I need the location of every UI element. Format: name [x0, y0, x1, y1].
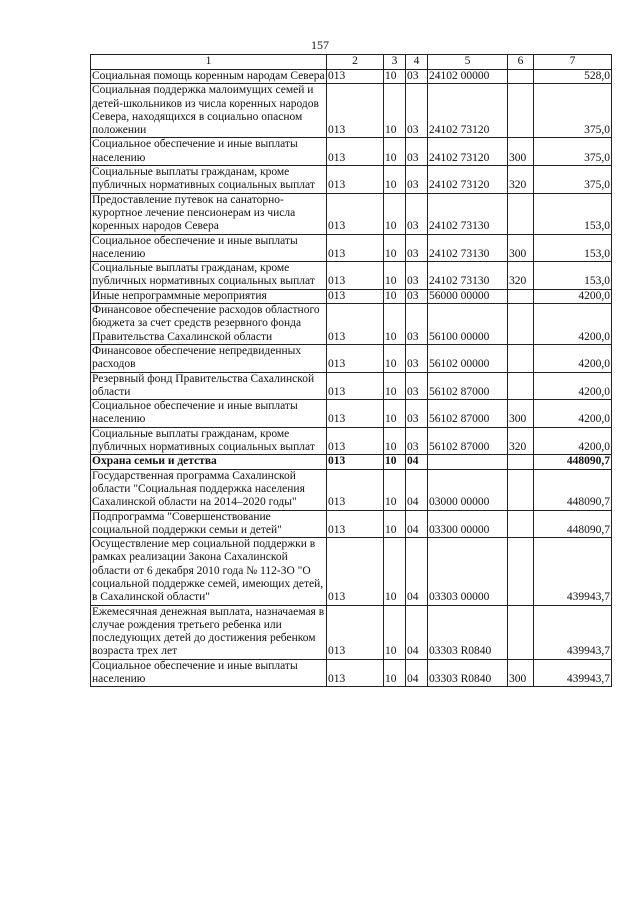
row-section-cell: 10: [384, 538, 406, 605]
row-amount-cell: 153,0: [534, 193, 612, 234]
row-subsection-cell: 03: [406, 234, 428, 262]
table-row: [91, 427, 612, 455]
row-subsection-cell: 03: [406, 84, 428, 138]
row-amount-cell: 4200,0: [534, 400, 612, 428]
row-name-cell: Социальное обеспечение и иные выплаты населению: [91, 400, 327, 428]
row-subsection-cell: 03: [406, 427, 428, 455]
row-amount-cell: 4200,0: [534, 372, 612, 400]
row-admin-code-cell: 013: [327, 70, 384, 84]
row-subsection-cell: 03: [406, 262, 428, 290]
row-admin-code-cell: 013: [327, 400, 384, 428]
row-section-cell: 10: [384, 605, 406, 659]
row-section-cell: 10: [384, 138, 406, 166]
row-admin-code-cell: 013: [327, 510, 384, 538]
row-section-cell: 10: [384, 262, 406, 290]
table-row: [91, 455, 612, 469]
table-row: [91, 538, 612, 605]
row-amount-cell: 439943,7: [534, 659, 612, 687]
row-amount-cell: 4200,0: [534, 427, 612, 455]
row-expense-type-cell: [508, 538, 534, 605]
row-section-cell: 10: [384, 234, 406, 262]
row-target-code-cell: 56102 87000: [428, 427, 508, 455]
row-name-cell: Охрана семьи и детства: [91, 455, 327, 469]
table-header-row: [91, 55, 612, 70]
row-subsection-cell: 04: [406, 659, 428, 687]
row-admin-code-cell: 013: [327, 659, 384, 687]
row-expense-type-cell: [508, 304, 534, 345]
row-subsection-cell: 03: [406, 400, 428, 428]
table-row: [91, 469, 612, 510]
row-amount-cell: 375,0: [534, 138, 612, 166]
row-section-cell: 10: [384, 455, 406, 469]
row-expense-type-cell: [508, 469, 534, 510]
row-target-code-cell: 03303 R0840: [428, 605, 508, 659]
column-header: 7: [534, 55, 612, 70]
row-admin-code-cell: 013: [327, 289, 384, 303]
row-subsection-cell: 03: [406, 372, 428, 400]
row-subsection-cell: 03: [406, 193, 428, 234]
row-name-cell: Социальное обеспечение и иные выплаты населению: [91, 234, 327, 262]
row-admin-code-cell: 013: [327, 84, 384, 138]
table-row: [91, 304, 612, 345]
row-section-cell: 10: [384, 84, 406, 138]
table-row: [91, 344, 612, 372]
column-header: 6: [508, 55, 534, 70]
row-admin-code-cell: 013: [327, 304, 384, 345]
table-row: [91, 289, 612, 303]
column-header: 4: [406, 55, 428, 70]
row-name-cell: Социальное обеспечение и иные выплаты населению: [91, 138, 327, 166]
table-row: [91, 659, 612, 687]
row-expense-type-cell: 320: [508, 166, 534, 194]
row-admin-code-cell: 013: [327, 193, 384, 234]
row-expense-type-cell: 300: [508, 138, 534, 166]
row-expense-type-cell: [508, 70, 534, 84]
row-section-cell: 10: [384, 344, 406, 372]
table-row: [91, 84, 612, 138]
budget-table: [90, 54, 612, 687]
row-expense-type-cell: [508, 84, 534, 138]
row-admin-code-cell: 013: [327, 166, 384, 194]
row-admin-code-cell: 013: [327, 344, 384, 372]
row-expense-type-cell: 300: [508, 234, 534, 262]
row-name-cell: Иные непрограммные мероприятия: [91, 289, 327, 303]
row-expense-type-cell: 320: [508, 262, 534, 290]
row-expense-type-cell: [508, 510, 534, 538]
table-row: [91, 70, 612, 84]
row-section-cell: 10: [384, 659, 406, 687]
page-number: 157: [311, 38, 329, 52]
row-name-cell: Социальные выплаты гражданам, кроме публичных нормативных социальных выплат: [91, 166, 327, 194]
row-target-code-cell: 24102 73120: [428, 84, 508, 138]
row-amount-cell: 528,0: [534, 70, 612, 84]
row-name-cell: Осуществление мер социальной поддержки в рамках реализации Закона Сахалинской области от 6 декабря 2010 года № 112-ЗО "О социальной поддержке семей, имеющих детей, в Сахалинской области": [91, 538, 327, 605]
row-target-code-cell: [428, 455, 508, 469]
row-expense-type-cell: [508, 344, 534, 372]
row-subsection-cell: 04: [406, 605, 428, 659]
row-name-cell: Резервный фонд Правительства Сахалинской области: [91, 372, 327, 400]
row-admin-code-cell: 013: [327, 138, 384, 166]
row-subsection-cell: 04: [406, 510, 428, 538]
row-target-code-cell: 03303 R0840: [428, 659, 508, 687]
row-target-code-cell: 03303 00000: [428, 538, 508, 605]
row-target-code-cell: 03300 00000: [428, 510, 508, 538]
row-amount-cell: 448090,7: [534, 455, 612, 469]
row-target-code-cell: 56100 00000: [428, 304, 508, 345]
column-header: 5: [428, 55, 508, 70]
row-admin-code-cell: 013: [327, 469, 384, 510]
row-subsection-cell: 03: [406, 166, 428, 194]
row-name-cell: Социальные выплаты гражданам, кроме публичных нормативных социальных выплат: [91, 427, 327, 455]
row-expense-type-cell: 300: [508, 400, 534, 428]
row-name-cell: Государственная программа Сахалинской области "Социальная поддержка населения Сахалинской области на 2014–2020 годы": [91, 469, 327, 510]
row-amount-cell: 448090,7: [534, 469, 612, 510]
row-target-code-cell: 03000 00000: [428, 469, 508, 510]
row-name-cell: Финансовое обеспечение непредвиденных расходов: [91, 344, 327, 372]
row-target-code-cell: 24102 73130: [428, 234, 508, 262]
row-amount-cell: 153,0: [534, 262, 612, 290]
row-target-code-cell: 24102 73130: [428, 262, 508, 290]
row-amount-cell: 439943,7: [534, 605, 612, 659]
row-expense-type-cell: [508, 455, 534, 469]
row-target-code-cell: 24102 00000: [428, 70, 508, 84]
row-subsection-cell: 03: [406, 70, 428, 84]
row-name-cell: Социальное обеспечение и иные выплаты населению: [91, 659, 327, 687]
row-name-cell: Социальные выплаты гражданам, кроме публичных нормативных социальных выплат: [91, 262, 327, 290]
row-target-code-cell: 56000 00000: [428, 289, 508, 303]
row-name-cell: Подпрограмма "Совершенствование социальной поддержки семьи и детей": [91, 510, 327, 538]
row-name-cell: Социальная помощь коренным народам Севера: [92, 70, 325, 82]
table-row: [91, 510, 612, 538]
table-row: [91, 193, 612, 234]
row-section-cell: 10: [384, 304, 406, 345]
row-target-code-cell: 24102 73120: [428, 166, 508, 194]
row-amount-cell: 4200,0: [534, 344, 612, 372]
row-subsection-cell: 03: [406, 289, 428, 303]
row-name-cell: Социальная поддержка малоимущих семей и детей-школьников из числа коренных народов Севера, находящихся в социально опасном положении: [91, 84, 327, 138]
row-target-code-cell: 24102 73120: [428, 138, 508, 166]
row-admin-code-cell: 013: [327, 538, 384, 605]
row-section-cell: 10: [384, 372, 406, 400]
row-section-cell: 10: [384, 289, 406, 303]
row-name-cell: Предоставление путевок на санаторно-курортное лечение пенсионерам из числа коренных народов Севера: [91, 193, 327, 234]
row-section-cell: 10: [384, 166, 406, 194]
column-header: 2: [327, 55, 384, 70]
row-admin-code-cell: 013: [327, 427, 384, 455]
row-amount-cell: 4200,0: [534, 289, 612, 303]
row-target-code-cell: 56102 87000: [428, 372, 508, 400]
row-amount-cell: 4200,0: [534, 304, 612, 345]
row-target-code-cell: 56102 87000: [428, 400, 508, 428]
row-amount-cell: 375,0: [534, 166, 612, 194]
row-expense-type-cell: [508, 289, 534, 303]
row-section-cell: 10: [384, 400, 406, 428]
row-subsection-cell: 03: [406, 138, 428, 166]
row-subsection-cell: 04: [406, 538, 428, 605]
row-subsection-cell: 04: [406, 455, 428, 469]
row-expense-type-cell: [508, 372, 534, 400]
table-row: [91, 605, 612, 659]
row-admin-code-cell: 013: [327, 234, 384, 262]
row-subsection-cell: 03: [406, 344, 428, 372]
row-amount-cell: 448090,7: [534, 510, 612, 538]
table-row: [91, 138, 612, 166]
row-section-cell: 10: [384, 427, 406, 455]
table-row: [91, 234, 612, 262]
row-amount-cell: 439943,7: [534, 538, 612, 605]
row-admin-code-cell: 013: [327, 605, 384, 659]
row-expense-type-cell: [508, 605, 534, 659]
row-target-code-cell: 56102 00000: [428, 344, 508, 372]
table-row: [91, 262, 612, 290]
row-admin-code-cell: 013: [327, 372, 384, 400]
row-admin-code-cell: 013: [327, 262, 384, 290]
row-amount-cell: 375,0: [534, 84, 612, 138]
table-row: [91, 372, 612, 400]
row-name-cell: Ежемесячная денежная выплата, назначаемая в случае рождения третьего ребенка или последующих детей до достижения ребенком возраста трех лет: [91, 605, 327, 659]
row-target-code-cell: 24102 73130: [428, 193, 508, 234]
table-row: [91, 166, 612, 194]
row-admin-code-cell: 013: [327, 455, 384, 469]
row-amount-cell: 153,0: [534, 234, 612, 262]
row-subsection-cell: 04: [406, 469, 428, 510]
table-body: [91, 70, 612, 687]
row-expense-type-cell: [508, 193, 534, 234]
row-subsection-cell: 03: [406, 304, 428, 345]
row-expense-type-cell: 320: [508, 427, 534, 455]
row-name-cell: Финансовое обеспечение расходов областного бюджета за счет средств резервного фонда Правительства Сахалинской области: [91, 304, 327, 345]
row-expense-type-cell: 300: [508, 659, 534, 687]
table-row: [91, 400, 612, 428]
row-section-cell: 10: [384, 70, 406, 84]
row-section-cell: 10: [384, 510, 406, 538]
row-section-cell: 10: [384, 469, 406, 510]
column-header: 1: [91, 55, 327, 70]
column-header: 3: [384, 55, 406, 70]
row-section-cell: 10: [384, 193, 406, 234]
